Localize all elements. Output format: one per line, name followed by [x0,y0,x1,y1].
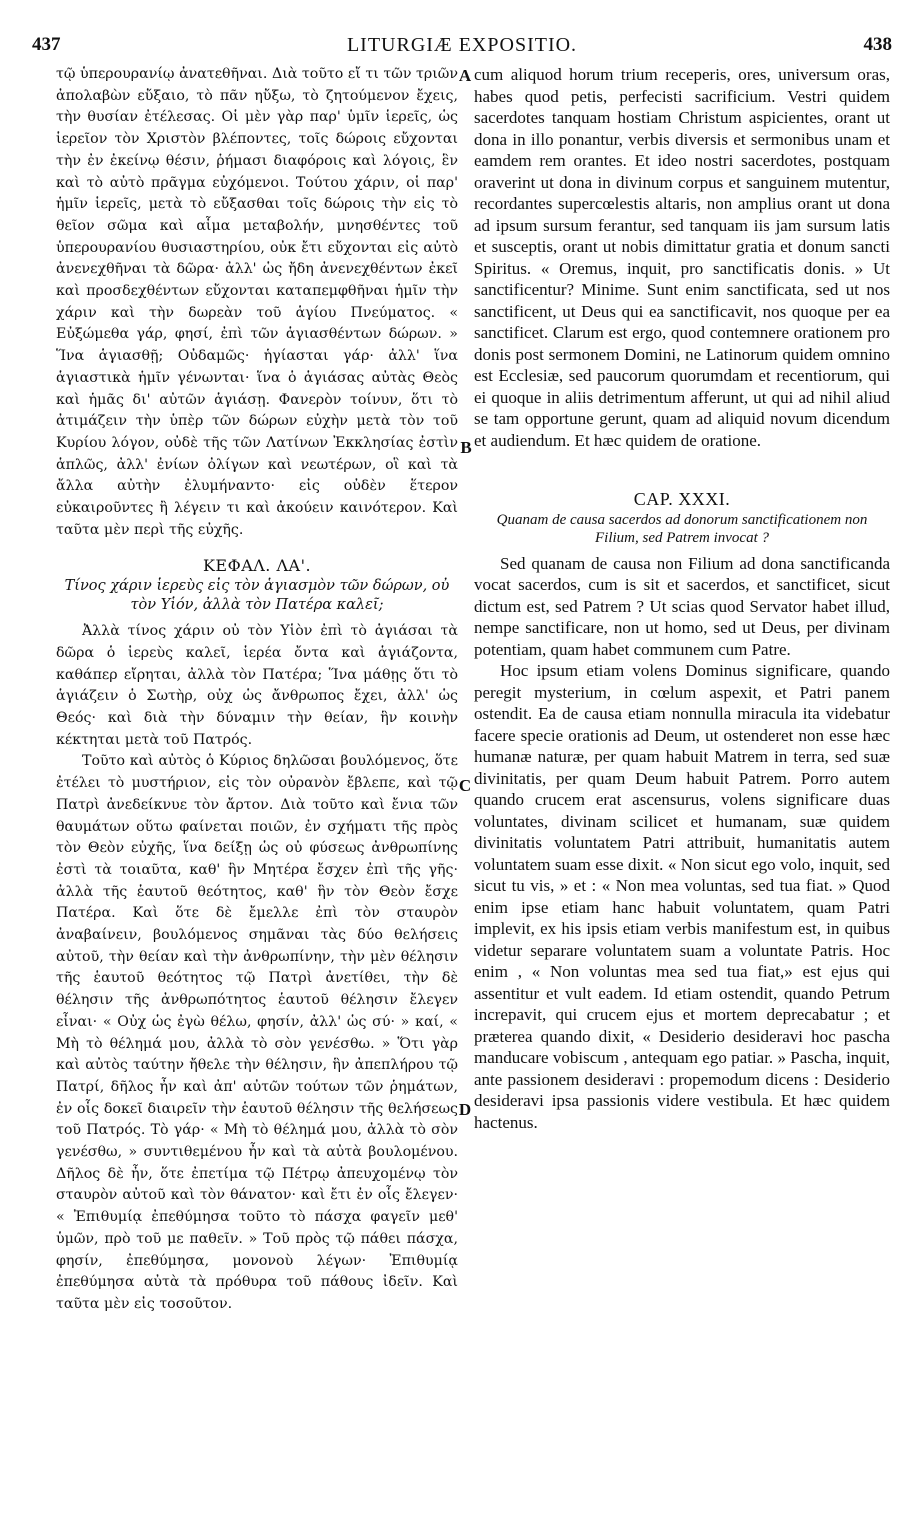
latin-chapter-heading: CAP. XXXI. [633,489,731,509]
running-header [32,34,892,60]
latin-paragraph: Hoc ipsum etiam volens Dominus significare, quando peregit mysterium, in cœlum aspexit, et Patri panem ostendit. Ea de causa etiam nonnulla miracula ita videbatur facere specie orationis ad Deum, ut ostenderet non esse hæc humanæ naturæ, per quam habuit Matrem in terra, sed suæ divinitatis, per quam Deum habuit Patrem. Porro autem quando crucem erat ascensurus, volens significare duas voluntates, divinam scilicet et humanam, suæ quidem divinitatis voluntatem Patri attribuit, humanitatis autem voluntatem suam esse dixit. « Non sicut ego volo, inquit, sed sicut tu vis, » et : « Non mea voluntas, sed tua fiat. » Quod enim ipse etiam hanc habuit voluntatem, quam Patri implevit, ex his ipsis etiam verbis manifestum est, in quibus videtur separare voluntatem suam a voluntate Patris. Hoc enim , « Non voluntas mea sed tua fiat,» est ejus qui assentitur et vult eadem. Id etiam ostendit, quando Petrum increpavit, qui crucem ejus et mortem deprecabatur ; et præterea quando dixit, « Desiderio desideravi hoc pascha manducare vobiscum , antequam ego patiar. » Pascha, inquit, ante passionem desideravi : propemodum dicens : Desiderio desideravi ipsa passionis videre vestibula. Et hæc quidem hactenus. [474,661,890,1132]
section-marker-c: C [458,776,472,795]
greek-column [56,64,458,1316]
latin-chapter-subheading: Quanam de causa sacerdos ad donorum sanctificationem non Filium, sed Patrem invocat ? [496,511,868,546]
greek-paragraph: τῷ ὑπερουρανίῳ ἀνατεθῆναι. Διὰ τοῦτο εἴ τι τῶν τριῶν ἀπολαβὼν εὔξαιο, τὸ πᾶν ηὔξω, τὸ ζητούμενον ἔχεις, τὴν θυσίαν ἐτέλεσας. Οἱ μὲν γὰρ παρ' ὑμῖν ἱερεῖς, ὡς ἱερεῖον τὸν Χριστὸν βλέποντες, τοῖς δώροις εὔχονται τὴν ἐν ἐκείνῳ θέσιν, ῥήμασι διαφόροις καὶ λόγοις, ἓν καὶ τὸ αὐτὸ πρᾶγμα εὐχόμενοι. Τούτου χάριν, οἱ παρ' ἡμῖν ἱερεῖς, μετὰ τὸ εὔξασθαι τοῖς δώροις τὴν εἰς τὸ θεῖον σῶμα καὶ αἷμα μεταβολήν, μνησθέντες τοῦ ὑπερουρανίου θυσιαστηρίου, οὐκ ἔτι εὔχονται εἰς αὐτὸ ἀνενεχθῆναι τὰ δῶρα· ἀλλ' ὡς ἤδη ἀνενεχθέντων ἐκεῖ καὶ προσδεχθέντων εὔχονται καταπεμφθῆναι ἡμῖν τὴν χάριν καὶ τὴν δωρεὰν τοῦ ἁγίου Πνεύματος. « Εὐξώμεθα γάρ, φησί, ἐπὶ τῶν ἁγιασθέντων δώρων. » Ἵνα ἁγιασθῇ; Οὐδαμῶς· ἡγίασται γάρ· ἀλλ' ἵνα ἁγιαστικὰ ἡμῖν γένωνται· ἵνα ὁ ἁγιάσας αὐτὰς Θεὸς καὶ ἡμᾶς δι' αὐτῶν ἁγιάσῃ. Φανερὸν τοίνυν, ὅτι τὸ ἀτιμάζειν τὴν ὑπὲρ τῶν δώρων εὐχὴν μετὰ τὸν τοῦ Κυρίου λόγον, οὐδὲ τῆς τῶν Λατίνων Ἐκκλησίας ἐστὶν ἁπλῶς, ἀλλ' ἐνίων ὀλίγων καὶ νεωτέρων, οἳ καὶ τὰ ἄλλα αὐτὴν ἐλυμήναντο· εἰς οὐδὲν ἕτερον εὐκαιροῦντες ἢ λέγειν τι καὶ ἀκούειν καινότερον. Καὶ ταῦτα μὲν περὶ τῆς εὐχῆς. [56,66,458,538]
latin-paragraph: Sed quanam de causa non Filium ad dona sanctificanda vocat sacerdos, cum is sit et sacerdos, et sanctificet, sicut dictum est, sed Patrem ? Ut scias quod Servator habet illud, nempe sanctificare, non ut homo, sed ut Deus, per divinam potentiam, quam habet communem cum Patre. [474,553,890,659]
running-title: LITURGIÆ EXPOSITIO. [346,34,578,56]
section-marker-d: D [458,1100,472,1119]
latin-paragraph: cum aliquod horum trium receperis, ores, universum oras, habes quod petis, perfecisti sacrificium. Vestri quidem sacerdotes tanquam hostiam Christum aspicientes, orant ut dona in illo ponantur, verbis diversis et sermonibus unam et eamdem rem orantes. Et ideo nostri sacerdotes, postquam oraverint ut dona in divinum corpus et sanguinem mutentur, recordantes supercœlestis altaris, non amplius orant ut dona ad ipsum sursum ferantur, sed tanquam iis jam sursum latis et susceptis, orant ut nobis dimittatur gratia et donum sancti Spiritus. « Oremus, inquit, pro sanctificatis donis. » Ut sanctificentur? Minime. Sunt enim sanctificata, sed ut nos sanctificent, ut Deus qui ea sanctificavit, nos quoque per ea sanctificet. Clarum est ergo, quod contemnere orationem pro donis post sermonem Domini, ne Latinorum quidem omnino est Ecclesiæ, sed paucorum quorumdam et recentiorum, qui ei quoque in aliis detrimentum afferunt, ut qui ad nihil aliud se tam opportune gerunt, quam ad aliquid novum dicendum et audiendum. Et hæc quidem de oratione. [474,65,890,450]
greek-paragraph: Ἀλλὰ τίνος χάριν οὐ τὸν Υἱὸν ἐπὶ τὸ ἁγιάσαι τὰ δῶρα ὁ ἱερεὺς καλεῖ, ἱερέα ὄντα καὶ ἁγιάζοντα, καθάπερ εἴρηται, ἀλλὰ τὸν Πατέρα; Ἵνα μάθῃς ὅτι τὸ ἁγιάζειν ὁ Σωτὴρ, οὐχ ὡς ἄνθρωπος ἔχει, ἀλλ' ὡς Θεός· καὶ διὰ τὴν δύναμιν τὴν θείαν, ἣν κοινὴν κέκτηται μετὰ τοῦ Πατρός. [56,623,458,748]
section-marker-b: B [460,438,472,457]
page-number-right: 438 [863,34,892,55]
latin-column [474,64,890,1133]
page-number-left: 437 [32,34,61,55]
greek-paragraph: Τοῦτο καὶ αὐτὸς ὁ Κύριος δηλῶσαι βουλόμενος, ὅτε ἐτέλει τὸ μυστήριον, εἰς τὸν οὐρανὸν ἔβλεπε, καὶ τῷ Πατρὶ ἀνεδείκνυε τὸν ἄρτον. Διὰ τοῦτο καὶ ἔνια τῶν θαυμάτων οὕτω φαίνεται ποιῶν, ἐν σχήματι τῆς πρὸς τὸν Θεὸν εὐχῆς, ἵνα δείξῃ ὡς οὐ φύσεως ἀνθρωπίνης ἐστὶ τὰ τοιαῦτα, καθ' ἣν Μητέρα ἔσχεν ἐπὶ τῆς γῆς· ἀλλὰ τῆς ἑαυτοῦ θεότητος, καθ' ἣν τὸν Θεὸν ἔσχε Πατέρα. Καὶ ὅτε δὲ ἔμελλε ἐπὶ τὸν σταυρὸν ἀναβαίνειν, βουλόμενος σημᾶναι τὰς δύο θελήσεις αὐτοῦ, τὴν θείαν καὶ τὴν ἀνθρωπίνην, τὴν μὲν θέλησιν τῆς ἑαυτοῦ θεότητος τῷ Πατρὶ ἀνετίθει, τὴν δὲ θέλησιν τῆς ἀνθρωπότητος ἑαυτοῦ θέλησιν ἔλεγεν εἶναι· « Οὐχ ὡς ἐγὼ θέλω, φησίν, ἀλλ' ὡς σύ· » καί, « Μὴ τὸ θέλημά μου, ἀλλὰ τὸ σὸν γενέσθω. » Ὅτι γὰρ καὶ αὐτὸς ταύτην ἤθελε τὴν θέλησιν, ἣν ἀπεπλήρου τῷ Πατρί, δῆλος ἦν καὶ ἀπ' αὐτῶν τούτων τῶν ῥημάτων, ἐν οἷς δοκεῖ διαιρεῖν τὴν ἑαυτοῦ θέλησιν τῆς θελήσεως τοῦ Πατρός. Τὸ γάρ· « Μὴ τὸ θέλημά μου, ἀλλὰ τὸ σὸν γενέσθω, » συντιθεμένου ἦν καὶ τὰ αὐτὰ βουλομένου. Δῆλος δὲ ἦν, ὅτε ἐπετίμα τῷ Πέτρῳ ἀπευχομένῳ τὸν σταυρὸν αὐτοῦ καὶ τὸν θάνατον· καὶ ἔτι ἐν οἷς ἔλεγεν· « Ἐπιθυμίᾳ ἐπεθύμησα τοῦτο τὸ πάσχα φαγεῖν μεθ' ὑμῶν, πρὸ τοῦ με παθεῖν. » Τοῦ πρὸς τῷ πάθει πάσχα, φησίν, ἐπεθύμησα, μονονοὺ λέγων· Ἐπιθυμίᾳ ἐπεθύμησα αὐτὰ τὰ πρόθυρα τοῦ πάθους ἰδεῖν. Καὶ ταῦτα μὲν εἰς τοσοῦτον. [56,753,458,1312]
section-marker-a: A [458,66,472,85]
greek-chapter-subheading: Τίνος χάριν ἱερεὺς εἰς τὸν ἁγιασμὸν τῶν δώρων, οὐ τὸν Υἱόν, ἀλλὰ τὸν Πατέρα καλεῖ; [64,578,450,614]
greek-chapter-heading: ΚΕΦΑΛ. ΛΑ'. [202,556,312,576]
